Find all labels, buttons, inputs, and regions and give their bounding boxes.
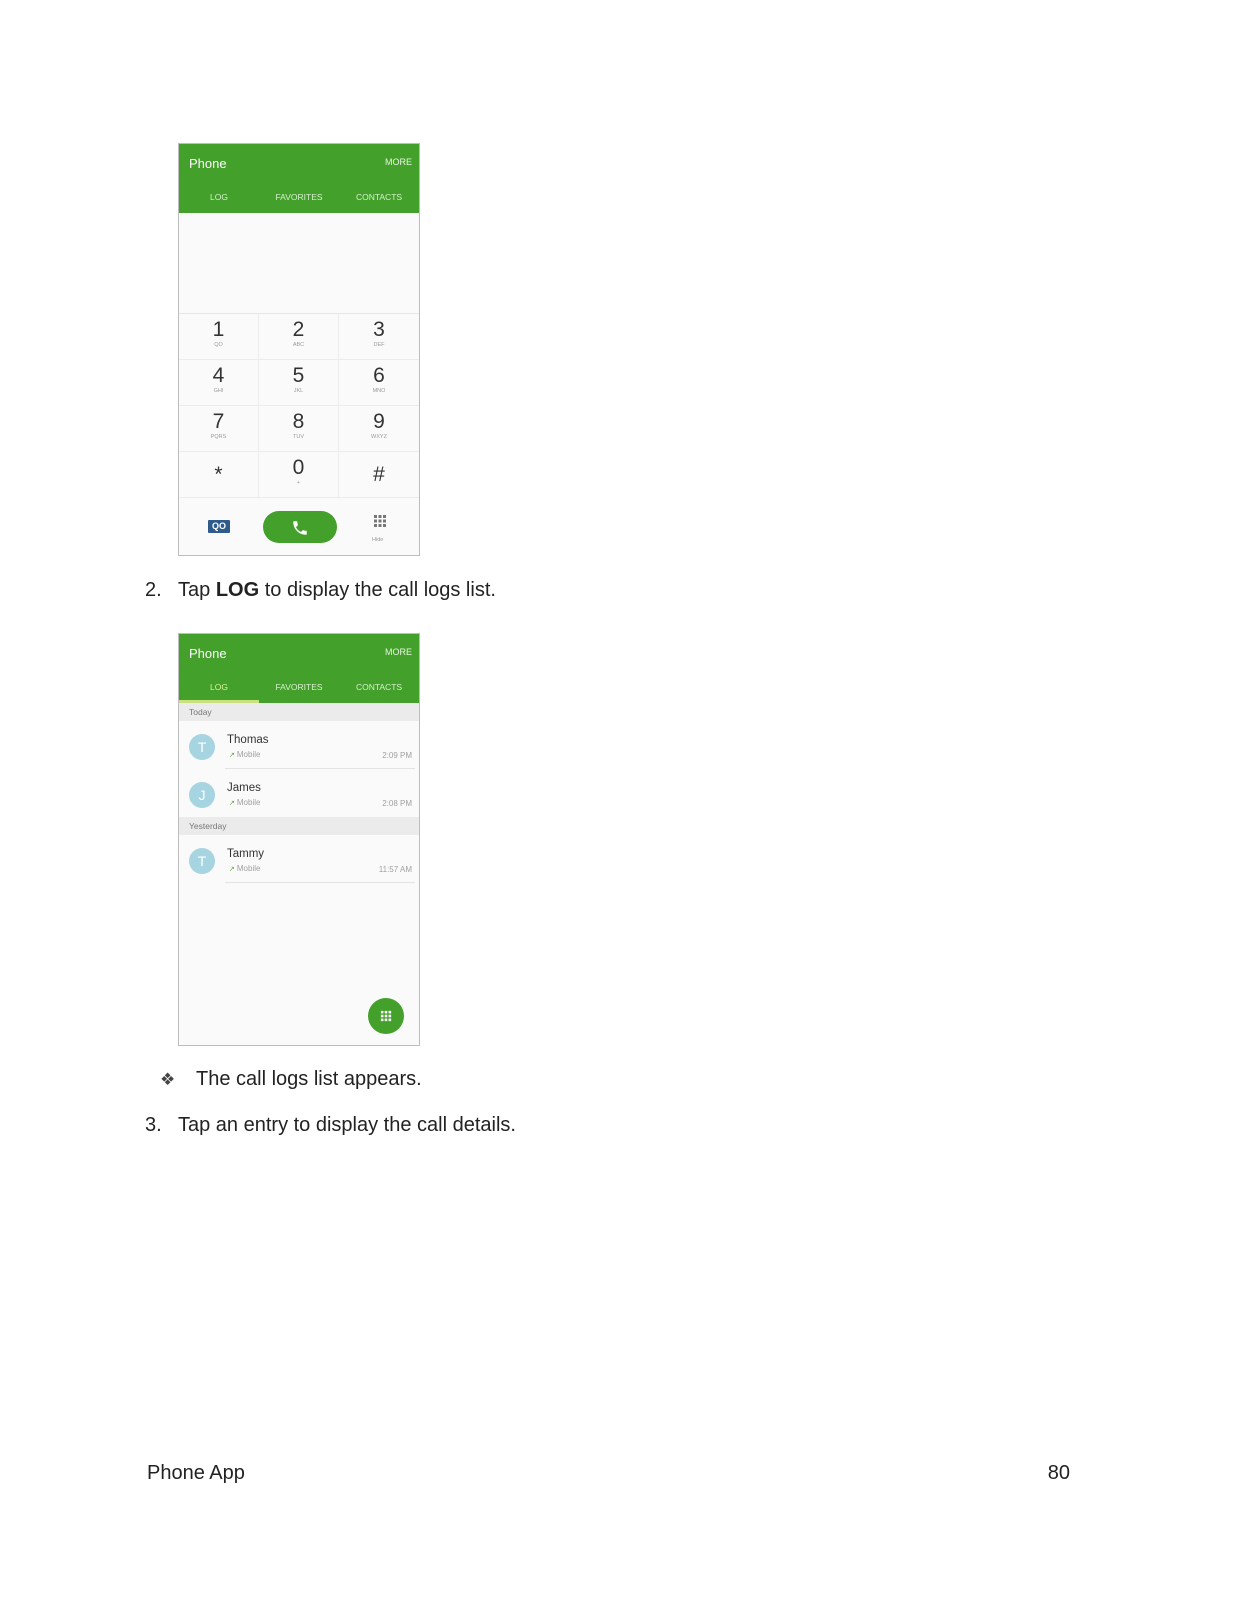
contact-name: Thomas xyxy=(227,734,269,746)
key-5[interactable] xyxy=(259,360,339,406)
more-button[interactable]: MORE xyxy=(385,647,412,657)
result-bullet xyxy=(160,1068,422,1091)
call-log-screenshot xyxy=(178,633,420,1046)
avatar: T xyxy=(189,734,215,760)
app-title: Phone xyxy=(189,156,227,171)
key-digit: 2 xyxy=(292,318,305,341)
outgoing-call-icon: ↗ xyxy=(229,800,235,807)
voicemail-icon[interactable]: QO xyxy=(208,520,230,533)
tab-bar xyxy=(179,673,419,703)
key-letters: JKL xyxy=(293,388,304,394)
tab-favorites[interactable]: FAVORITES xyxy=(275,192,323,202)
step-text-post: to display the call logs list. xyxy=(259,579,496,601)
call-type xyxy=(229,864,260,873)
list-item[interactable] xyxy=(179,721,419,769)
tab-bar xyxy=(179,183,419,213)
key-letters: TUV xyxy=(293,434,304,440)
key-3[interactable] xyxy=(339,314,419,360)
avatar: T xyxy=(189,848,215,874)
key-2[interactable] xyxy=(259,314,339,360)
key-digit: 9 xyxy=(373,410,385,433)
avatar: J xyxy=(189,782,215,808)
key-9[interactable] xyxy=(339,406,419,452)
key-digit: * xyxy=(214,463,223,486)
outgoing-call-icon: ↗ xyxy=(229,866,235,873)
key-hash[interactable] xyxy=(339,452,419,498)
key-letters: + xyxy=(296,480,301,486)
key-letters: DEF xyxy=(373,342,385,348)
keypad-fab-button[interactable] xyxy=(368,998,404,1034)
dialer-screenshot xyxy=(178,143,420,556)
key-letters: WXYZ xyxy=(371,434,387,440)
bullet-text: The call logs list appears. xyxy=(196,1068,422,1090)
call-type xyxy=(229,798,260,807)
key-8[interactable] xyxy=(259,406,339,452)
outgoing-call-icon: ↗ xyxy=(229,752,235,759)
step-text-bold: LOG xyxy=(215,579,260,601)
keypad-grid-icon[interactable] xyxy=(373,514,387,530)
key-digit: 8 xyxy=(292,410,305,433)
key-digit: # xyxy=(373,463,385,486)
call-time: 2:08 PM xyxy=(382,799,412,808)
key-star[interactable] xyxy=(179,452,259,498)
footer-section-title: Phone App xyxy=(147,1462,245,1484)
step-number: 2. xyxy=(145,579,162,601)
section-header-yesterday: Yesterday xyxy=(179,817,419,835)
key-letters: GHI xyxy=(213,388,224,394)
more-button[interactable]: MORE xyxy=(385,157,412,167)
keypad-grid-icon xyxy=(380,1010,392,1022)
tab-log[interactable]: LOG xyxy=(210,192,228,202)
key-digit: 7 xyxy=(212,410,225,433)
tab-contacts[interactable]: CONTACTS xyxy=(355,192,403,202)
step-text: Tap an entry to display the call details. xyxy=(178,1114,516,1136)
hide-label: Hide xyxy=(372,537,384,543)
key-digit: 3 xyxy=(373,318,385,341)
key-6[interactable] xyxy=(339,360,419,406)
call-type-label: Mobile xyxy=(236,864,261,873)
list-item[interactable] xyxy=(179,835,419,883)
page-number: 80 xyxy=(1047,1462,1070,1484)
number-display xyxy=(179,213,419,314)
key-digit: 4 xyxy=(212,364,225,387)
keypad-grid-icon xyxy=(373,514,387,528)
app-header xyxy=(179,634,419,703)
key-7[interactable] xyxy=(179,406,259,452)
call-type xyxy=(229,750,260,759)
app-header xyxy=(179,144,419,213)
call-button[interactable] xyxy=(263,511,337,543)
call-type-label: Mobile xyxy=(236,798,261,807)
list-item[interactable] xyxy=(179,769,419,817)
step-text-pre: Tap xyxy=(178,579,216,601)
section-header-today: Today xyxy=(179,703,419,721)
tab-contacts[interactable]: CONTACTS xyxy=(355,682,403,692)
key-4[interactable] xyxy=(179,360,259,406)
key-letters: PQRS xyxy=(210,434,227,440)
call-type-label: Mobile xyxy=(236,750,261,759)
key-0[interactable] xyxy=(259,452,339,498)
step-2 xyxy=(145,579,496,602)
call-time: 11:57 AM xyxy=(378,865,412,874)
tab-log[interactable]: LOG xyxy=(179,673,259,703)
tab-favorites[interactable]: FAVORITES xyxy=(275,682,323,692)
key-digit: 0 xyxy=(292,456,305,479)
contact-name: Tammy xyxy=(227,848,265,860)
phone-icon xyxy=(291,519,309,537)
key-letters: QO xyxy=(214,342,223,348)
diamond-bullet-icon: ❖ xyxy=(160,1070,176,1089)
key-letters: ABC xyxy=(292,342,305,348)
step-3 xyxy=(145,1114,516,1137)
call-time: 2:09 PM xyxy=(382,751,412,760)
step-number: 3. xyxy=(145,1114,162,1136)
divider xyxy=(225,882,415,883)
dialer-actions xyxy=(179,498,419,556)
key-digit: 1 xyxy=(212,318,225,341)
contact-name: James xyxy=(227,782,261,794)
key-digit: 6 xyxy=(373,364,385,387)
keypad xyxy=(179,314,419,498)
app-title: Phone xyxy=(189,646,227,661)
key-1[interactable] xyxy=(179,314,259,360)
key-letters: MNO xyxy=(372,388,386,394)
key-digit: 5 xyxy=(292,364,305,387)
